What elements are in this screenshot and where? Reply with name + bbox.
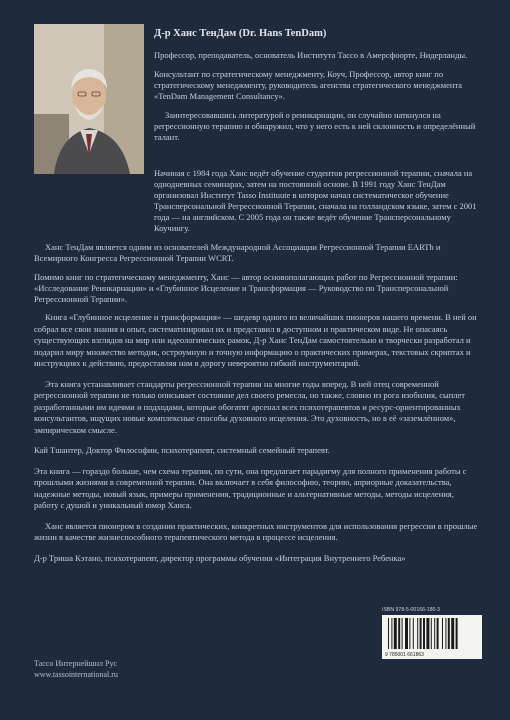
review-attribution: Кай Тшантер, Доктор Философии, психотерапевт, системный семейный терапевт. bbox=[34, 445, 330, 455]
description-paragraph: Эта книга устанавливает стандарты регрессионной терапии на многие годы вперед. В ней отец современной регрессионной терапии не только описывает состояние дел своего ремесла, но также, словно из рога изобилия, сыплет разработанными им идеями и подходами, которые обогатят арсенал всех психотерапевтов и ресурс-ориентированных консультантов, ищущих новые комплексные способы духовного исцеления. Это духовность, но в её «заземлённом», эмпирическом смысле. bbox=[34, 378, 466, 435]
author-bio-paragraph: Ханс ТенДам является одним из основателей Международной Ассоциации Регрессионной Терапии EARTh и Всемирного Конгресса Регрессионной Терапии WCRT. bbox=[34, 242, 441, 263]
publisher-url[interactable]: www.tassointernational.ru bbox=[34, 669, 118, 679]
author-bio-paragraph: Профессор, преподаватель, основатель Института Тассо в Амерсфоорте, Нидерланды. bbox=[154, 50, 468, 60]
author-bio-section bbox=[154, 28, 478, 151]
author-bio-paragraph: Консультант по стратегическому менеджменту, Коуч, Профессор, автор книг по стратегическому менеджменту, руководитель агенства стратегического менеджмента «TenDam Management Consultancy». bbox=[154, 69, 463, 101]
author-bio-paragraph: Начиная с 1984 года Ханс ведёт обучение студентов регрессионной терапии, сначала на однодневных семинарах, затем на постоянной основе. В 1991 году Ханс ТенДам организовал Институт Tasso Instituute в котором начал систематическое обучение Трансперсональной Регрессионной Терапии, сначала на голландском языке, затем с 2001 года — на английском. С 2005 года он также ведёт обучение Трансперсональному Коучингу. bbox=[154, 168, 477, 233]
author-portrait-image bbox=[34, 24, 144, 174]
publisher-name: Тассо Интернейшнл Рус bbox=[34, 659, 117, 668]
description-paragraph: Эта книга — гораздо больше, чем схема терапии, по сути, она предлагает парадигму для полного применения работы с прошлыми жизнями в современной терапии. Она включает в себя философию, теорию, априорные доказательства, надежные методы, новый язык, примеры применения, традиционные и альтернативные методы, методы исцеления, работу с душой и уникальный юмор Ханса. bbox=[34, 465, 467, 510]
description-paragraph: Ханс является пионером в создании практических, конкретных инструментов для использования регрессии в прошлые жизни в качестве жизнеспособного терапевтического метода в процессе исцеления. bbox=[34, 520, 478, 542]
review-attribution: Д-р Триша Кэтано, психотерапевт, директор программы обучения «Интеграция Внутреннего Ребенка» bbox=[34, 552, 406, 563]
author-photo bbox=[34, 24, 144, 174]
isbn-text: ISBN 978-5-00166-186-3 bbox=[382, 607, 440, 613]
author-bio-paragraph: Заинтересовавшись литературой о реинкарнации, он случайно наткнулся на регрессионную терапию и обнаружил, что у него есть к ней склонность и определённый талант. bbox=[154, 110, 476, 142]
barcode-number: 9 785001 661863 bbox=[385, 652, 424, 658]
isbn-barcode-block bbox=[382, 607, 482, 667]
barcode bbox=[382, 615, 482, 659]
author-career-section bbox=[34, 168, 480, 313]
publisher-info bbox=[34, 659, 118, 680]
barcode-bars bbox=[382, 615, 482, 651]
author-bio-paragraph: Помимо книг по стратегическому менеджменту, Ханс — автор основополагающих работ по Регрессионной терапии: «Исследование Реинкарнации» и «Глубинное Исцеление и Трансформация — Руководство по Трансперсональной Регрессионной Терапии». bbox=[34, 272, 458, 304]
book-description-section bbox=[34, 312, 480, 573]
author-name: Д-р Ханс ТенДам (Dr. Hans TenDam) bbox=[154, 28, 327, 39]
description-paragraph: Книга «Глубинное исцеление и трансформация» — шедевр одного из величайших пионеров нашего времени. В ней он собрал все свои знания и опыт, систематизировал их и представил в доступном и практическом виде. Не опасаясь существующих взглядов на мир или идеологических рамок, Д-р Ханс ТенДам самостоятельно и творчески разработал и подарил миру множество методик, остроумную и точную информацию о практических примерах, текстовых скриптах и инструкциях к действию, предоставляя нам в дорогу невероятно гибкий инструментарий. bbox=[34, 312, 477, 368]
